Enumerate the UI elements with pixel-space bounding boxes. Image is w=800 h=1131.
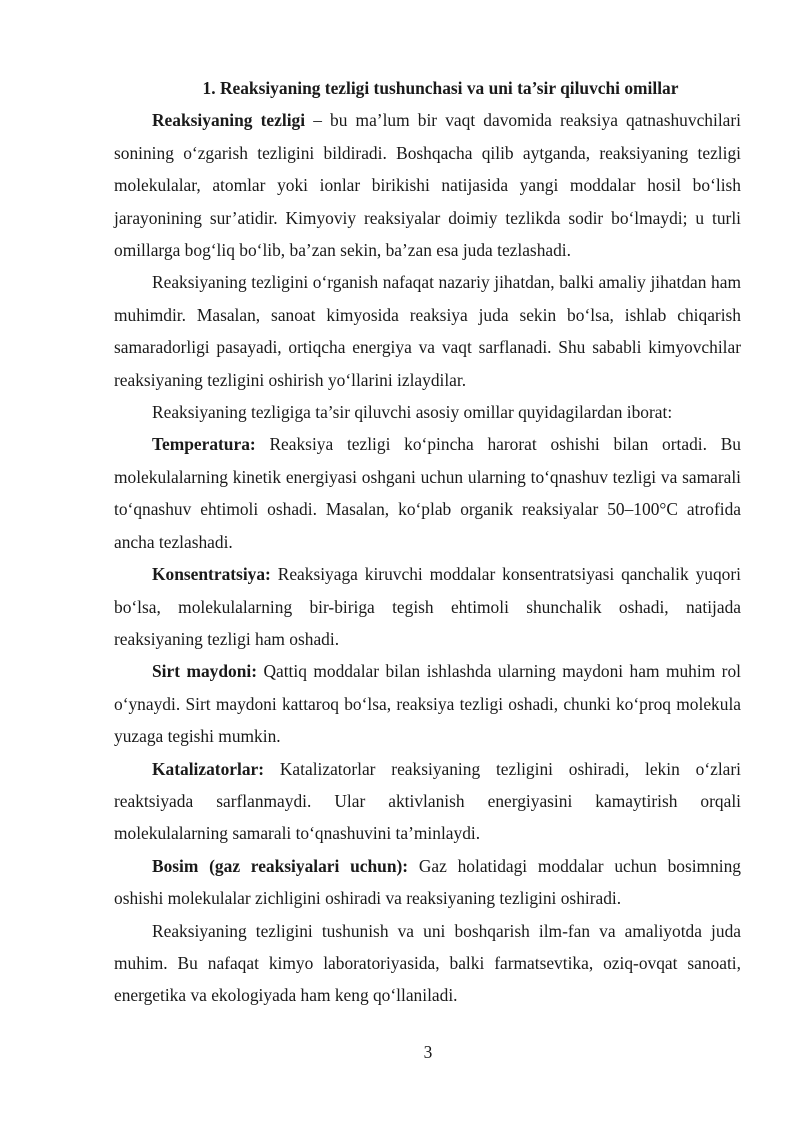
paragraph-temperature	[114, 428, 741, 558]
term-reaction-rate: Reaksiyaning tezligi	[152, 110, 306, 131]
paragraph-text: Gaz holatidagi moddalar uchun bosimning oshishi molekulalar zichligini oshiradi va reaksiyaning tezligini oshiradi.	[114, 855, 742, 909]
paragraph-conclusion	[114, 915, 741, 1012]
term-pressure: Bosim (gaz reaksiyalari uchun):	[152, 855, 409, 876]
term-surface-area: Sirt maydoni:	[152, 661, 257, 682]
term-temperature: Temperatura:	[152, 434, 256, 455]
paragraph-text: Katalizatorlar reaksiyaning tezligini oshiradi, lekin o‘zlari reaktsiyada sarflanmaydi. Ular aktivlanish energiyasini kamaytirish orqali molekulalarning samarali to‘qnashuvini ta’minlaydi.	[114, 758, 741, 844]
paragraph-concentration	[114, 558, 741, 655]
page-content	[114, 72, 741, 1012]
paragraph-reaction-rate	[114, 104, 741, 266]
section-heading: 1. Reaksiyaning tezligi tushunchasi va uni ta’sir qiluvchi omillar	[202, 78, 679, 98]
paragraph-text: Reaksiya tezligi ko‘pincha harorat oshishi bilan ortadi. Bu molekulalarning kinetik energiyasi oshgani uchun ularning to‘qnashuv tezligi va samarali to‘qnashuv ehtimoli oshadi. Masalan, ko‘plab organik reaksiyalar 50–100°C atrofida ancha tezlashadi.	[114, 434, 741, 552]
paragraph-text: – bu ma’lum bir vaqt davomida reaksiya qatnashuvchilari sonining o‘zgarish tezligini bildiradi. Boshqacha qilib aytganda, reaksiyaning tezligi molekulalar, atomlar yoki ionlar birikishi natijasida yangi moddalar hosil bo‘lish jarayonining sur’atidir. Kimyoviy reaksiyalar doimiy tezlikda sodir bo‘lmaydi; u turli omillarga bog‘liq bo‘lib, ba’zan sekin, ba’zan esa juda tezlashadi.	[114, 110, 741, 261]
paragraph-surface-area	[114, 655, 741, 752]
paragraph-text: Qattiq moddalar bilan ishlashda ularning maydoni ham muhim rol o‘ynaydi. Sirt maydoni kattaroq bo‘lsa, reaksiya tezligi oshadi, chunki ko‘proq molekula yuzaga tegishi mumkin.	[114, 661, 741, 747]
paragraph-text: Reaksiyaga kiruvchi moddalar konsentratsiyasi qanchalik yuqori bo‘lsa, molekulalarning bir-biriga tegish ehtimoli shunchalik oshadi, natijada reaksiyaning tezligi ham oshadi.	[114, 564, 741, 649]
paragraph-catalysts	[114, 753, 741, 850]
paragraph-importance	[114, 266, 741, 396]
paragraph-text: Reaksiyaning tezligini o‘rganish nafaqat nazariy jihatdan, balki amaliy jihatdan ham muhimdir. Masalan, sanoat kimyosida reaksiya juda sekin bo‘lsa, ishlab chiqarish samaradorligi pasayadi, ortiqcha energiya va vaqt sarflanadi. Shu sababli kimyovchilar reaksiyaning tezligini oshirish yo‘llarini izlaydilar.	[114, 272, 741, 390]
term-catalysts: Katalizatorlar:	[152, 758, 265, 779]
paragraph-text: Reaksiyaning tezligiga ta’sir qiluvchi asosiy omillar quyidagilardan iborat:	[152, 402, 673, 423]
term-concentration: Konsentratsiya:	[152, 564, 271, 585]
paragraph-pressure	[114, 850, 741, 915]
paragraph-text: Reaksiyaning tezligini tushunish va uni boshqarish ilm-fan va amaliyotda juda muhim. Bu nafaqat kimyo laboratoriyasida, balki farmatsevtika, oziq-ovqat sanoati, energetika va ekologiyada ham keng qo‘llaniladi.	[114, 920, 741, 1006]
paragraph-factors-intro	[114, 396, 741, 428]
page-number: 3	[423, 1042, 433, 1062]
